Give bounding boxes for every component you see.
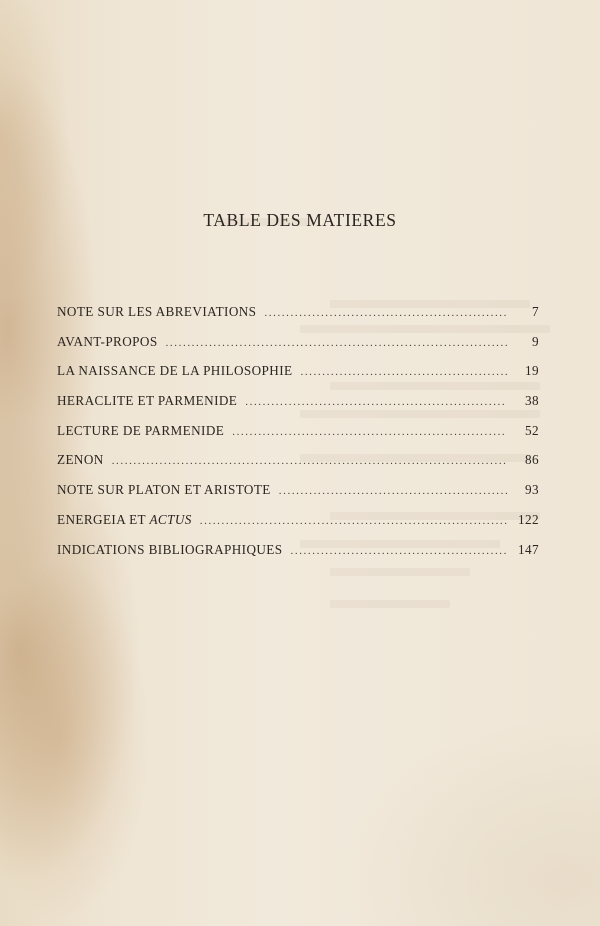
toc-page-number: 93 — [525, 482, 539, 498]
toc-entry-title: LA NAISSANCE DE LA PHILOSOPHIE — [57, 363, 293, 379]
dot-leader — [245, 396, 507, 408]
page-title: TABLE DES MATIERES — [203, 210, 397, 230]
toc-entry-title: ENERGEIA ET ACTUS — [57, 511, 192, 527]
toc-page-number: 147 — [518, 541, 539, 557]
toc-entry — [57, 423, 539, 453]
dot-leader — [112, 455, 507, 467]
dot-leader — [166, 337, 507, 349]
toc-page-number: 19 — [525, 363, 539, 379]
dot-leader — [232, 426, 507, 438]
toc-page-number: 86 — [525, 452, 539, 468]
toc-entry — [57, 363, 539, 393]
toc-page-number: 9 — [532, 333, 539, 349]
toc-page-number: 52 — [525, 422, 539, 438]
dot-leader — [200, 515, 507, 527]
toc-entry-title: NOTE SUR LES ABREVIATIONS — [57, 304, 257, 319]
toc-page-number: 7 — [532, 304, 539, 319]
toc-entry-title: ZENON — [57, 452, 104, 468]
toc-entry — [57, 304, 539, 334]
dot-leader — [264, 307, 507, 319]
toc-entry — [57, 393, 539, 423]
toc-entry — [57, 542, 539, 572]
dot-leader — [300, 366, 507, 378]
toc-entry — [57, 512, 539, 542]
toc-entry — [57, 452, 539, 482]
toc-entry-title: AVANT-PROPOS — [57, 333, 158, 349]
toc-entry-title: INDICATIONS BIBLIOGRAPHIQUES — [57, 541, 283, 557]
toc-entry-title: LECTURE DE PARMENIDE — [57, 422, 225, 438]
toc-entry-title: HERACLITE ET PARMENIDE — [57, 393, 238, 409]
toc-page-number: 122 — [518, 511, 539, 527]
toc-entry — [57, 482, 539, 512]
dot-leader — [279, 485, 507, 497]
toc-entry — [57, 334, 539, 364]
toc-page-number: 38 — [525, 393, 539, 409]
toc-entry-title: NOTE SUR PLATON ET ARISTOTE — [57, 482, 271, 498]
table-of-contents — [57, 304, 539, 571]
dot-leader — [291, 545, 508, 557]
